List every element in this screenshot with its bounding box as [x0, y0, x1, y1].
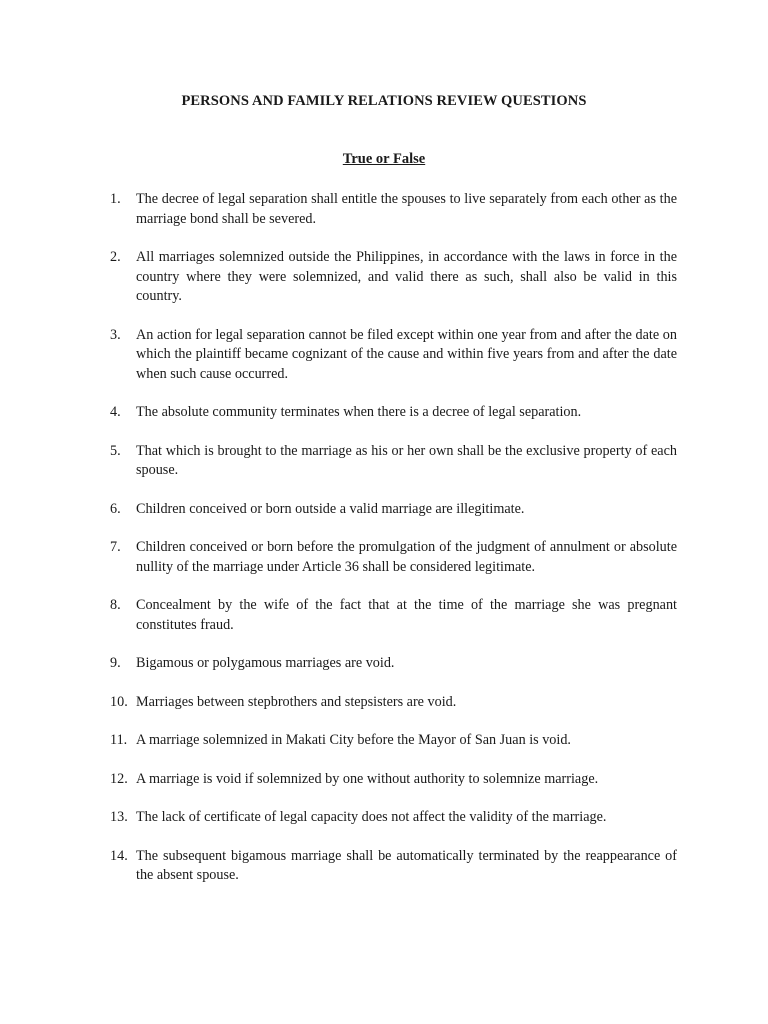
question-text: Concealment by the wife of the fact that at the time of the marriage she was pregnant constitutes fraud. — [136, 597, 677, 633]
question-list — [110, 190, 677, 886]
question-item — [110, 693, 677, 713]
question-text: Bigamous or polygamous marriages are void. — [136, 655, 395, 671]
question-text: Children conceived or born outside a valid marriage are illegitimate. — [136, 500, 525, 517]
question-text: A marriage is void if solemnized by one without authority to solemnize marriage. — [136, 770, 599, 787]
question-text: A marriage solemnized in Makati City before the Mayor of San Juan is void. — [136, 732, 571, 748]
question-item — [110, 403, 677, 423]
question-text: An action for legal separation cannot be filed except within one year from and after the date on which the plaintiff became cognizant of the cause and within five years from and after the date when such cause occurred. — [136, 326, 677, 382]
question-text: The lack of certificate of legal capacity does not affect the validity of the marriage. — [136, 809, 607, 825]
question-text: Children conceived or born before the promulgation of the judgment of annulment or absolute nullity of the marriage under Article 36 shall be considered legitimate. — [136, 539, 677, 575]
question-text: The decree of legal separation shall entitle the spouses to live separately from each other as the marriage bond shall be severed. — [136, 191, 677, 227]
question-number: 11. — [110, 732, 128, 748]
question-item — [110, 770, 677, 790]
question-text: The subsequent bigamous marriage shall be automatically terminated by the reappearance of the absent spouse. — [136, 847, 677, 883]
question-item — [110, 654, 677, 674]
question-text: Marriages between stepbrothers and stepsisters are void. — [136, 693, 457, 710]
question-text: All marriages solemnized outside the Philippines, in accordance with the laws in force in the country where they were solemnized, and valid there as such, shall also be valid in this country. — [136, 249, 677, 304]
question-item — [110, 847, 677, 886]
question-number: 3. — [110, 326, 121, 343]
question-number: 10. — [110, 693, 128, 710]
question-item — [110, 326, 677, 385]
question-item — [110, 248, 677, 307]
document-title: PERSONS AND FAMILY RELATIONS REVIEW QUESTIONS — [181, 93, 587, 109]
question-item — [110, 808, 677, 828]
question-item — [110, 190, 677, 229]
question-item — [110, 596, 677, 635]
question-number: 6. — [110, 500, 121, 517]
question-number: 7. — [110, 539, 121, 555]
question-number: 12. — [110, 770, 128, 787]
question-number: 5. — [110, 442, 121, 459]
question-item — [110, 538, 677, 577]
question-number: 13. — [110, 809, 128, 825]
question-text: The absolute community terminates when there is a decree of legal separation. — [136, 404, 582, 420]
question-text: That which is brought to the marriage as his or her own shall be the exclusive property of each spouse. — [136, 442, 677, 478]
question-item — [110, 731, 677, 751]
question-item — [110, 500, 677, 520]
question-number: 4. — [110, 404, 121, 420]
question-item — [110, 442, 677, 481]
question-number: 14. — [110, 847, 128, 864]
question-number: 8. — [110, 597, 121, 613]
question-number: 2. — [110, 249, 121, 265]
question-number: 9. — [110, 655, 121, 671]
section-heading: True or False — [342, 151, 426, 167]
question-number: 1. — [110, 191, 121, 207]
